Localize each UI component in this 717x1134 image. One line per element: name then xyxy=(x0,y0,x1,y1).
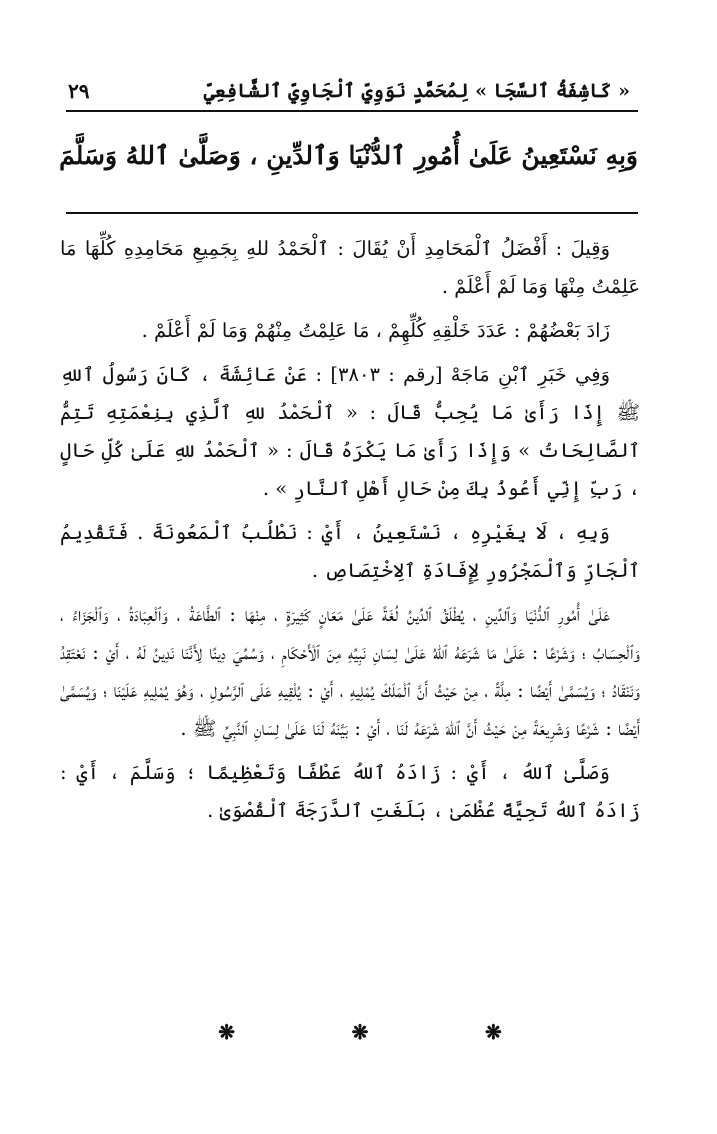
paragraph-hadith: وَفِي خَبَرِ ٱبْنِ مَاجَهْ [رقم : ٣٨٠٣] : عَنْ عَائِشَةَ ، كَانَ رَسُولُ ٱللهِ ﷺ إِذَا رَأَىٰ مَا يُحِبُّ قَالَ : « ٱلْحَمْدُ للهِ ٱلَّذِي بِنِعْمَتِهِ تَتِمُّ ٱلصَّالِحَاتُ » وَإِذَا رَأَىٰ مَا يَكْرَهُ قَالَ : « ٱلْحَمْدُ للهِ عَلَىٰ كُلِّ حَالٍ ، رَبِّ إِنِّي أَعُوذُ بِكَ مِنْ حَالِ أَهْلِ ٱلنَّارِ » . xyxy=(60,363,640,500)
paragraph-blessing: وَصَلَّىٰ ٱللهُ ، أَيْ : زَادَهُ ٱللهُ عَطْفًا وَتَعْظِيمًا ؛ وَسَلَّمَ ، أَيْ : زَادَهُ ٱللهُ تَحِيَّةً عُظْمَىٰ ، بَلَغَتِ ٱلدَّرَجَةَ ٱلْقُصْوَىٰ . xyxy=(60,761,640,822)
ornament-star-icon: ❋ xyxy=(484,1020,502,1044)
section-ornament xyxy=(160,1020,560,1044)
paragraph-addition: زَادَ بَعْضُهُمْ : عَدَدَ خَلْقِهِ كُلِّهِمْ ، مَا عَلِمْتُ مِنْهُمْ وَمَا لَمْ أَعْلَمْ . xyxy=(141,319,610,342)
paragraph-religion: عَلَىٰ أُمُورِ ٱلدُّنْيَا وَٱلدِّينِ ، يُطْلَقُ ٱلدِّينُ لُغَةً عَلَىٰ مَعَانٍ كَثِيرَةٍ ، مِنْهَا : ٱلطَّاعَةُ ، وَٱلْعِبَادَةُ ، وَٱلْجَزَاءُ ، وَٱلْحِسَابُ ؛ وَشَرْعًا : عَلَىٰ مَا شَرَعَهُ ٱللهُ عَلَىٰ لِسَانِ نَبِيِّهِ مِنَ ٱلْأَحْكَامِ ، وَسُمِّيَ دِينًا لِأَنَّنَا نَدِينُ لَهُ ، أَيْ : نَعْتَقِدُ وَنَنْقَادُ ؛ وَيُسَمَّىٰ أَيْضًا : مِلَّةً ، مِنْ حَيْثُ أَنَّ ٱلْمَلَكَ يُمْلِيهِ ، أَيْ : يُلْقِيهِ عَلَى ٱلرَّسُولِ ، وَهُوَ يُمْلِيهِ عَلَيْنَا ؛ وَيُسَمَّىٰ أَيْضًا : شَرْعًا وَشَرِيعَةً مِنْ حَيْثُ أَنَّ ٱللهَ شَرَعَهُ لَنَا ، أَيْ : بَيَّنَهُ لَنَا عَلَىٰ لِسَانِ ٱلنَّبِيِّ ﷺ . xyxy=(60,603,640,740)
header-rule xyxy=(66,110,638,112)
ornament-star-icon: ❋ xyxy=(218,1020,236,1044)
running-title: « كَاشِفَةُ ٱلسَّجَا » لِمُحَمَّدٍ نَوَوِيِّ ٱلْجَاوِيِّ ٱلشَّافِعِيِّ xyxy=(203,80,630,102)
matn-divider xyxy=(66,212,638,214)
paragraph-best-praise: وَقِيلَ : أَفْضَلُ ٱلْمَحَامِدِ أَنْ يُقَالَ : ٱلْحَمْدُ للهِ بِجَمِيعِ مَحَامِدِهِ كُلِّهَا مَا عَلِمْتُ مِنْهَا وَمَا لَمْ أَعْلَمْ . xyxy=(60,237,640,298)
commentary-body xyxy=(60,230,640,836)
matn-text: وَبِهِ نَسْتَعِينُ عَلَىٰ أُمُورِ ٱلدُّنْيَا وَٱلدِّينِ ، وَصَلَّىٰ ٱللهُ وَسَلَّمَ xyxy=(59,141,638,170)
running-header xyxy=(68,74,630,108)
paragraph-seeking-help: وَبِهِ ، لَا بِغَيْرِهِ ، نَسْتَعِينُ ، أَيْ : نَطْلُبُ ٱلْمَعُونَةَ . فَتَقْدِيمُ ٱلْجَارِّ وَٱلْمَجْرُورِ لِإِفَادَةِ ٱلِاخْتِصَاصِ . xyxy=(60,521,640,582)
page-number: ٢٩ xyxy=(68,79,90,103)
ornament-star-icon: ❋ xyxy=(351,1020,369,1044)
